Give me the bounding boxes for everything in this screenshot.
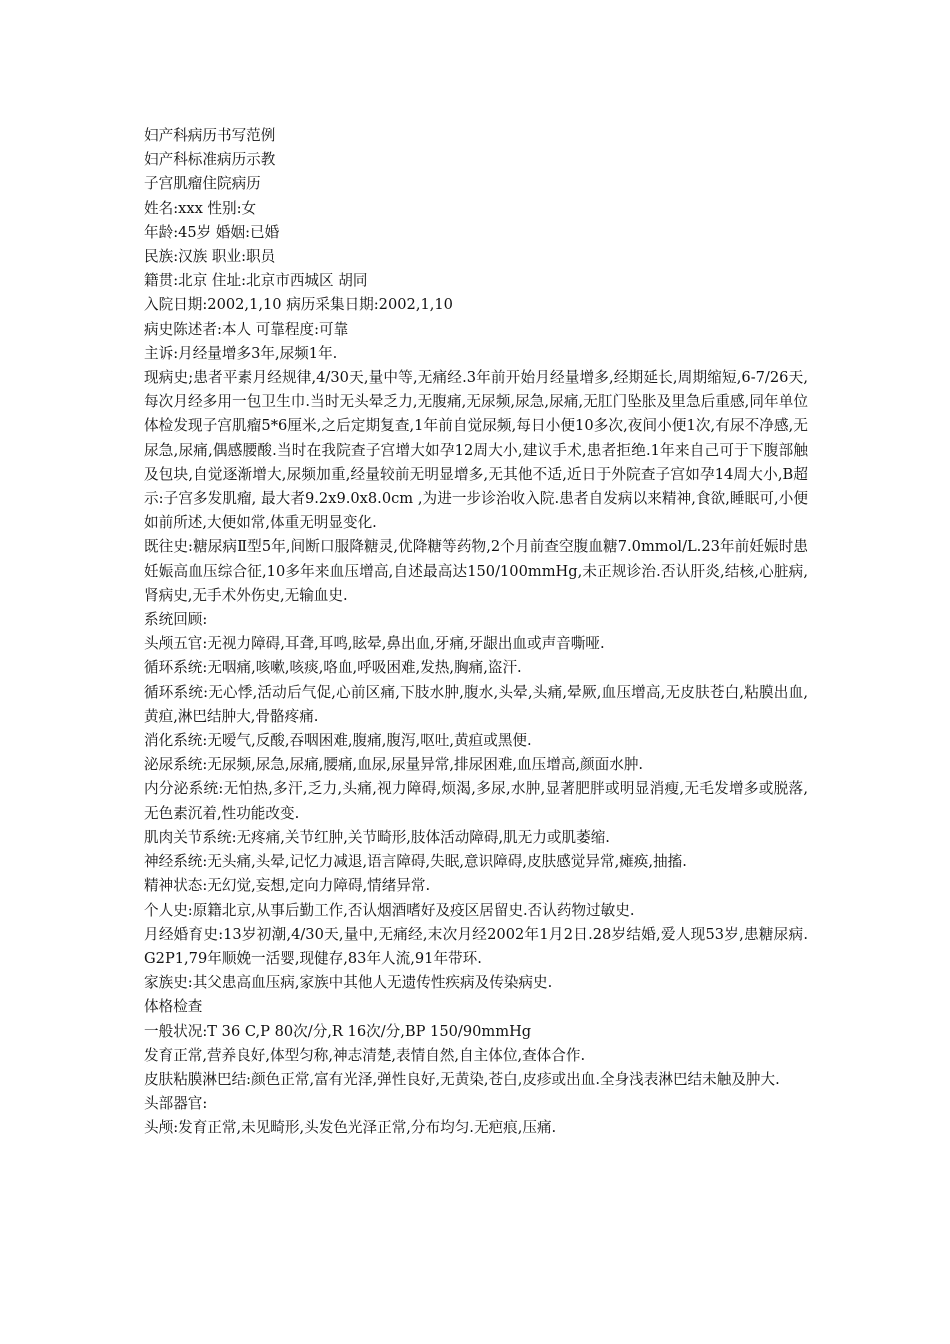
field-informant: 病史陈述者:本人 可靠程度:可靠: [144, 320, 349, 338]
field-age-marriage: 年龄:45岁 婚姻:已婚: [144, 223, 280, 241]
field-origin-address: 籍贯:北京 住址:北京市西城区 胡同: [144, 272, 368, 290]
review-digestive: 消化系统:无嗳气,反酸,吞咽困难,腹痛,腹泻,呕吐,黄疸或黑便.: [144, 732, 532, 750]
personal-history: 个人史:原籍北京,从事后勤工作,否认烟酒嗜好及疫区居留史.否认药物过敏史.: [144, 901, 635, 919]
general-appearance: 发育正常,营养良好,体型匀称,神志清楚,表情自然,自主体位,查体合作.: [144, 1046, 586, 1064]
document-subtitle: 妇产科标准病历示教: [144, 151, 276, 169]
family-history: 家族史:其父患高血压病,家族中其他人无遗传性疾病及传染病史.: [144, 974, 553, 992]
record-heading: 子宫肌瘤住院病历: [144, 175, 261, 193]
review-mental: 精神状态:无幻觉,妄想,定向力障碍,情绪异常.: [144, 877, 431, 895]
review-urinary: 泌尿系统:无尿频,尿急,尿痛,腰痛,血尿,尿量异常,排尿困难,血压增高,颜面水肿.: [144, 756, 644, 774]
field-admission-date: 入院日期:2002,1,10 病历采集日期:2002,1,10: [144, 296, 453, 314]
chief-complaint: 主诉:月经量增多3年,尿频1年.: [144, 344, 338, 362]
review-head-facial: 头颅五官:无视力障碍,耳聋,耳鸣,眩晕,鼻出血,牙痛,牙龈出血或声音嘶哑.: [144, 635, 605, 653]
general-vitals: 一般状况:T 36 C,P 80次/分,R 16次/分,BP 150/90mmHg: [144, 1022, 532, 1040]
skin-lymph: 皮肤粘膜淋巴结:颜色正常,富有光泽,弹性良好,无黄染,苍白,皮疹或出血.全身浅表淋巴结未触及肿大.: [144, 1070, 780, 1088]
review-endocrine: 内分泌系统:无怕热,多汗,乏力,头痛,视力障碍,烦渴,多尿,水肿,显著肥胖或明显消瘦,无毛发增多或脱落,无色素沉着,性功能改变.: [144, 780, 808, 822]
review-musculoskeletal: 肌肉关节系统:无疼痛,关节红肿,关节畸形,肢体活动障碍,肌无力或肌萎缩.: [144, 828, 610, 846]
skull-exam: 头颅:发育正常,未见畸形,头发色光泽正常,分布均匀.无疤痕,压痛.: [144, 1119, 557, 1137]
past-history: 既往史:糖尿病Ⅱ型5年,间断口服降糖灵,优降糖等药物,2个月前查空腹血糖7.0mmol/L.23年前妊娠时患妊娠高血压综合征,10多年来血压增高,自述最高达150/100mmHg,未正规诊治.否认肝炎,结核,心脏病,肾病史,无手术外伤史,无输血史.: [144, 538, 808, 604]
review-nervous: 神经系统:无头痛,头晕,记忆力减退,语言障碍,失眠,意识障碍,皮肤感觉异常,瘫痪,抽搐.: [144, 853, 687, 871]
document-body: [144, 124, 808, 1141]
physical-exam-heading: 体格检查: [144, 998, 203, 1016]
document-title: 妇产科病历书写范例: [144, 127, 276, 144]
head-organs-heading: 头部器官:: [144, 1095, 208, 1113]
review-circulatory: 循环系统:无心悸,活动后气促,心前区痛,下肢水肿,腹水,头晕,头痛,晕厥,血压增高,无皮肤苍白,粘膜出血,黄疸,淋巴结肿大,骨骼疼痛.: [144, 683, 808, 725]
menstrual-obstetric-history: 月经婚育史:13岁初潮,4/30天,量中,无痛经,末次月经2002年1月2日.28岁结婚,爱人现53岁,患糖尿病.G2P1,79年顺娩一活婴,现健存,83年人流,91年带环.: [144, 925, 808, 967]
field-ethnicity-occupation: 民族:汉族 职业:职员: [144, 248, 276, 266]
present-illness: 现病史;患者平素月经规律,4/30天,量中等,无痛经.3年前开始月经量增多,经期延长,周期缩短,6-7/26天,每次月经多用一包卫生巾.当时无头晕乏力,无腹痛,无尿频,尿急,尿痛,无肛门坠胀及里急后重感,同年单位体检发现子宫肌瘤5*6厘米,之后定期复查,1年前自觉尿频,每日小便10多次,夜间小便1次,有尿不净感,无尿急,尿痛,偶感腰酸.当时在我院查子宫增大如孕12周大小,建议手术,患者拒绝.1年来自己可于下腹部触及包块,自觉逐渐增大,尿频加重,经量较前无明显增多,无其他不适,近日于外院查子宫如孕14周大小,B超示:子宫多发肌瘤, 最大者9.2x9.0x8.0cm ,为进一步诊治收入院.患者自发病以来精神,食欲,睡眠可,小便如前所述,大便如常,体重无明显变化.: [144, 369, 808, 532]
field-name-gender: 姓名:xxx 性别:女: [144, 199, 257, 217]
review-respiratory: 循环系统:无咽痛,咳嗽,咳痰,咯血,呼吸困难,发热,胸痛,盗汗.: [144, 659, 522, 677]
systems-review-heading: 系统回顾:: [144, 611, 208, 629]
